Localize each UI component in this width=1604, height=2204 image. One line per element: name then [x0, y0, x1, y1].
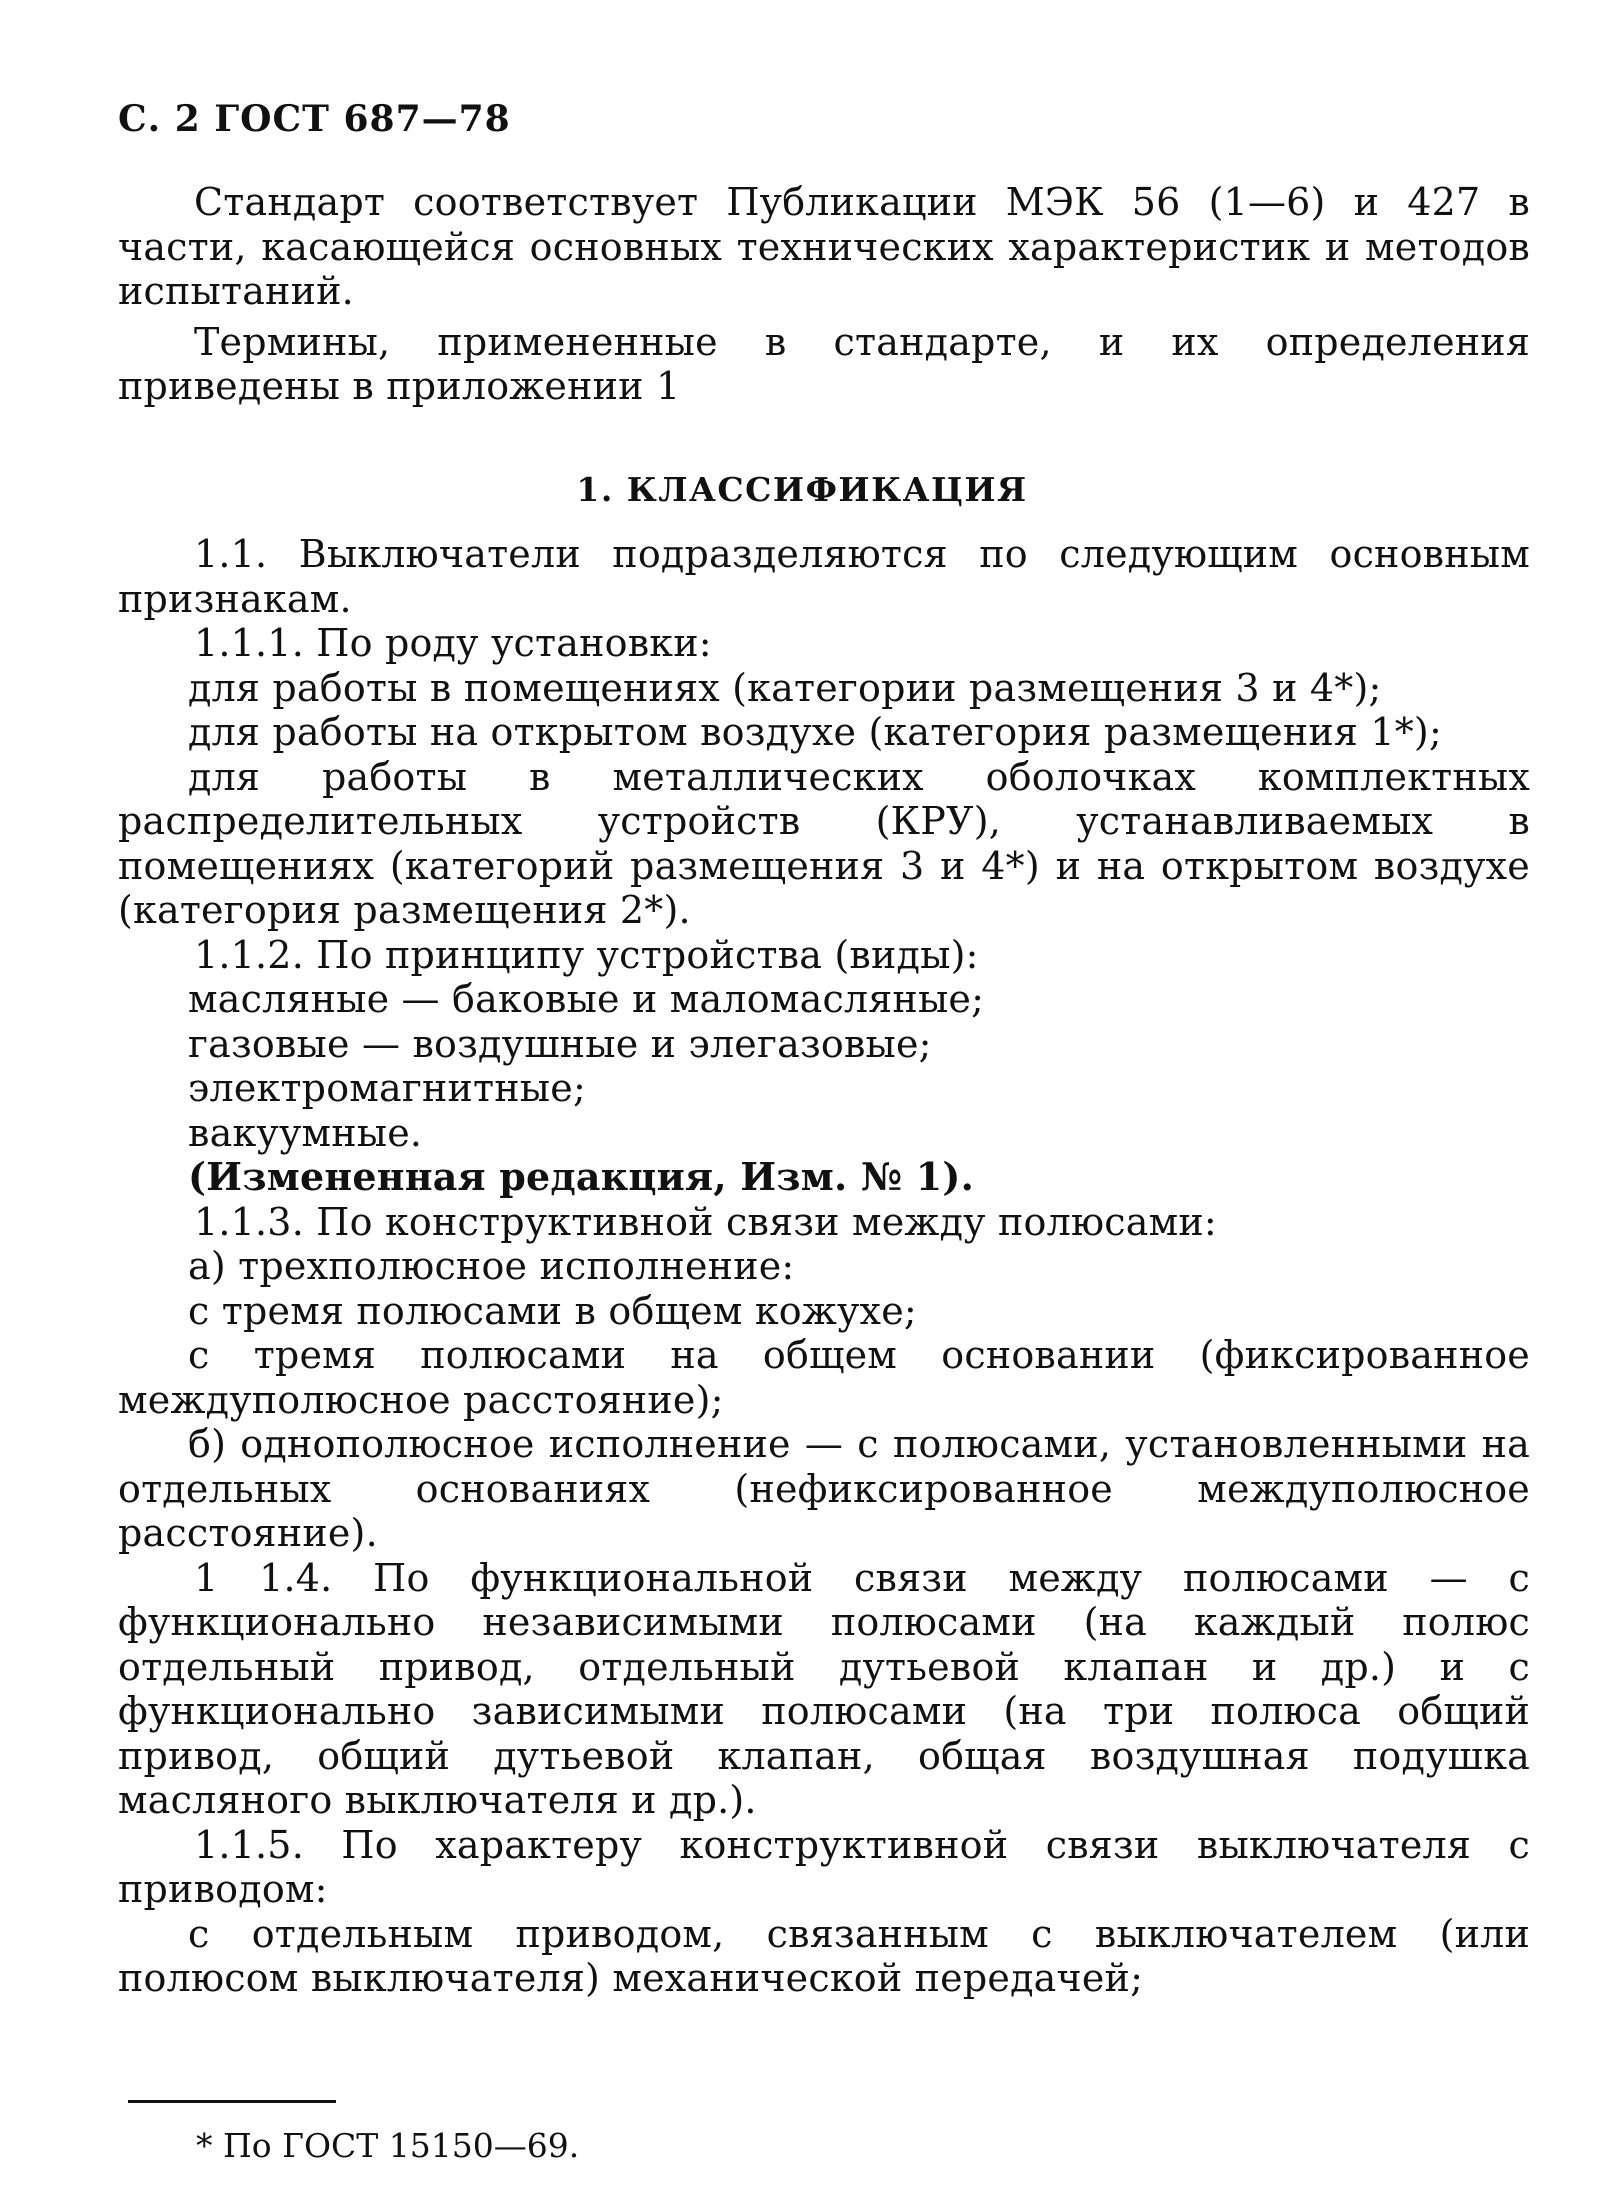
- clause-1-1-2: 1.1.2. По принципу устройства (виды):: [194, 932, 979, 977]
- list-item-outdoor: для работы на открытом воздухе (категория размещения 1*);: [188, 710, 1442, 754]
- footnote: * По ГОСТ 15150—69.: [196, 2126, 580, 2165]
- list-item-common-housing: с тремя полюсами в общем кожухе;: [188, 1288, 917, 1333]
- intro-paragraph-terms: Термины, примененные в стандарте, и их определения приведены в приложении 1: [118, 319, 1530, 408]
- clause-1-1: 1.1. Выключатели подразделяются по следующим основным признакам.: [118, 532, 1530, 621]
- clause-1-1-1: 1.1.1. По роду установки:: [194, 621, 712, 665]
- list-item-indoor: для работы в помещениях (категории размещения 3 и 4*);: [188, 665, 1382, 710]
- revision-note: (Измененная редакция, Изм. № 1).: [188, 1154, 974, 1199]
- section-heading: 1. КЛАССИФИКАЦИЯ: [576, 470, 1028, 509]
- classification-content: [118, 532, 1530, 2001]
- list-item-oil: масляные — баковые и маломасляные;: [188, 977, 985, 1021]
- list-item-single-pole: б) однополюсное исполнение — с полюсами, установленными на отдельных основаниях (нефиксированное междуполюсное расстояние).: [118, 1422, 1530, 1555]
- clause-1-1-4: 1 1.4. По функциональной связи между полюсами — с функционально независимыми полюсами (на каждый полюс отдельный привод, отдельный дутьевой клапан и др.) и с функционально зависимыми полюсами (на три полюса общий привод, общий дутьевой клапан, общая воздушная подушка масляного выключателя и др.).: [118, 1555, 1530, 1822]
- list-item-separate-drive: с отдельным приводом, связанным с выключателем (или полюсом выключателя) механической передачей;: [118, 1911, 1530, 2000]
- list-item-electromagnetic: электромагнитные;: [188, 1066, 586, 1110]
- list-item-vacuum: вакуумные.: [188, 1110, 423, 1155]
- list-item-common-base: с тремя полюсами на общем основании (фиксированное междуполюсное расстояние);: [118, 1333, 1530, 1422]
- list-item-gas: газовые — воздушные и элегазовые;: [188, 1021, 932, 1066]
- list-item-kru: для работы в металлических оболочках комплектных распределительных устройств (КРУ), устанавливаемых в помещениях (категорий размещения 3 и 4*) и на открытом воздухе (категория размещения 2*).: [118, 754, 1530, 932]
- clause-1-1-3: 1.1.3. По конструктивной связи между полюсами:: [194, 1199, 1217, 1244]
- footnote-divider: [128, 2100, 336, 2103]
- intro-block: [118, 180, 1530, 409]
- list-item-three-pole: а) трехполюсное исполнение:: [188, 1244, 795, 1288]
- clause-1-1-5: 1.1.5. По характеру конструктивной связи выключателя с приводом:: [118, 1822, 1530, 1911]
- intro-paragraph-standard: Стандарт соответствует Публикации МЭК 56 (1—6) и 427 в части, касающейся основных технических характеристик и методов испытаний.: [118, 180, 1530, 313]
- running-header: С. 2 ГОСТ 687—78: [118, 98, 511, 140]
